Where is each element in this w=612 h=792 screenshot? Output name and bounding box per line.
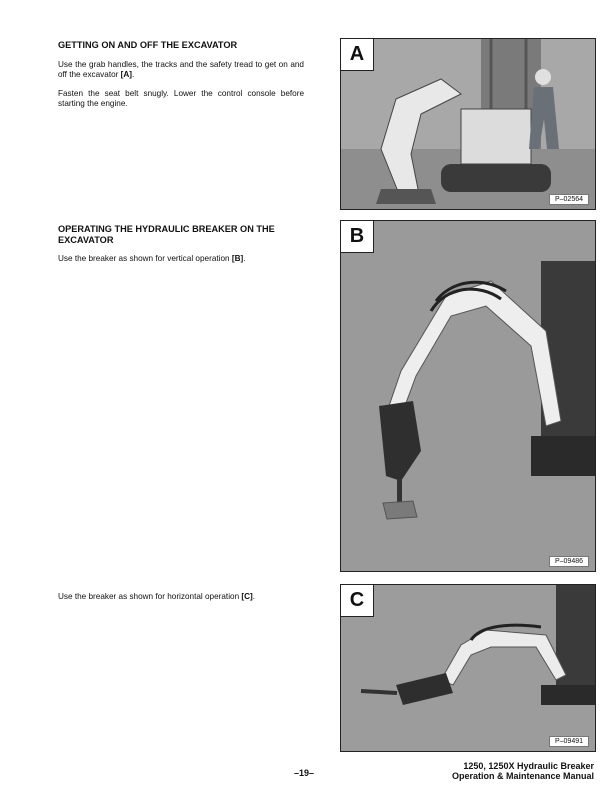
figure-label: C bbox=[340, 584, 374, 617]
excavator-boarding-illustration bbox=[341, 39, 595, 209]
footer-title-line2: Operation & Maintenance Manual bbox=[451, 771, 594, 781]
figure-reference: [B] bbox=[231, 254, 244, 263]
figure-reference: [C] bbox=[241, 592, 253, 601]
footer-title-line1: 1250, 1250X Hydraulic Breaker bbox=[463, 761, 594, 771]
section-horizontal-operation bbox=[58, 592, 304, 611]
paragraph: Use the breaker as shown for vertical operation [B]. bbox=[58, 254, 246, 263]
section-getting-on-off bbox=[58, 40, 304, 118]
photo-code: P–02564 bbox=[549, 194, 589, 205]
photo-code: P–09491 bbox=[549, 736, 589, 747]
section-operating-breaker bbox=[58, 224, 304, 273]
footer-title bbox=[452, 761, 594, 781]
paragraph: Use the grab handles, the tracks and the safety tread to get on and off the excavator [A]. bbox=[58, 59, 304, 79]
figure-label: A bbox=[340, 38, 374, 71]
paragraph: Fasten the seat belt snugly. Lower the control console before starting the engine. bbox=[58, 88, 304, 109]
figure-label: B bbox=[340, 220, 374, 253]
figure-c-photo bbox=[340, 584, 596, 752]
section-heading: OPERATING THE HYDRAULIC BREAKER ON THE EXCAVATOR bbox=[58, 224, 275, 245]
figure-b-photo bbox=[340, 220, 596, 572]
paragraph: Use the breaker as shown for horizontal operation [C]. bbox=[58, 592, 256, 601]
vertical-breaker-illustration bbox=[341, 221, 595, 571]
figure-reference: [A] bbox=[120, 69, 133, 79]
page-number: –19– bbox=[294, 768, 315, 778]
photo-code: P–09486 bbox=[549, 556, 589, 567]
figure-a-photo bbox=[340, 38, 596, 210]
section-heading: GETTING ON AND OFF THE EXCAVATOR bbox=[58, 40, 238, 50]
horizontal-breaker-illustration bbox=[341, 585, 595, 751]
